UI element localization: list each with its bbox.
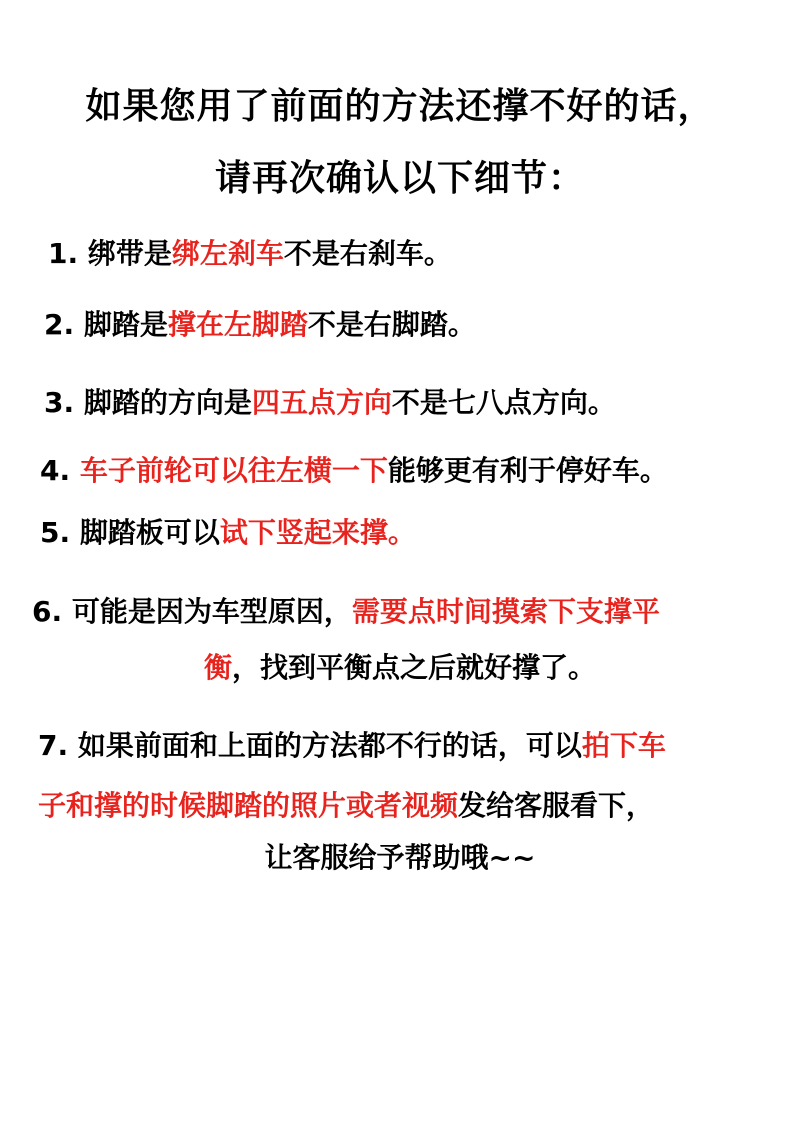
heading-line-1: 如果您用了前面的方法还撑不好的话， <box>85 86 715 127</box>
tip-text: 发给客服看下， <box>458 789 655 822</box>
tip-item-7-line-1 <box>38 726 666 766</box>
tip-highlight: 车子前轮可以往左横一下 <box>79 454 388 487</box>
tip-item-5 <box>40 513 416 553</box>
tip-text: 不是右脚踏。 <box>307 308 476 341</box>
tip-item-4 <box>40 451 668 491</box>
tip-number: 5. <box>40 516 71 549</box>
tip-highlight: 绑左刹车 <box>171 237 284 270</box>
tip-text: 能够更有利于停好车。 <box>387 454 668 487</box>
tip-highlight: 子和撑的时候脚踏的照片或者视频 <box>38 789 459 822</box>
tip-number: 2. <box>44 308 75 341</box>
tip-highlight: 四五点方向 <box>251 386 392 419</box>
tip-highlight: 拍下车 <box>581 729 666 762</box>
tip-item-1 <box>48 234 452 274</box>
tip-text: 脚踏的方向是 <box>83 386 252 419</box>
tip-number: 7. <box>38 729 69 762</box>
heading-line-2: 请再次确认以下细节： <box>214 158 585 199</box>
tip-number: 4. <box>40 454 71 487</box>
tip-number: 6. <box>32 595 63 628</box>
tip-text: 不是七八点方向。 <box>391 386 616 419</box>
tip-number: 1. <box>48 237 79 270</box>
tip-highlight: 试下竖起来撑。 <box>219 516 416 549</box>
tip-highlight: 撑在左脚踏 <box>167 308 308 341</box>
tip-text: 脚踏是 <box>83 308 168 341</box>
tip-item-6-line-2 <box>0 648 800 688</box>
tip-text: 绑带是 <box>87 237 172 270</box>
tip-item-7-line-2 <box>38 786 654 826</box>
tip-highlight: 衡 <box>203 651 232 684</box>
tip-item-6-line-1 <box>32 592 660 632</box>
tip-highlight: 需要点时间摸索下支撑平 <box>351 595 660 628</box>
tip-text: 让客服给予帮助哦~~ <box>264 841 536 874</box>
tip-text: 不是右刹车。 <box>283 237 452 270</box>
tip-text: ，找到平衡点之后就好撑了。 <box>232 651 597 684</box>
tip-item-7-line-3 <box>0 838 800 878</box>
tip-number: 3. <box>44 386 75 419</box>
tip-item-2 <box>44 305 476 345</box>
tip-text: 如果前面和上面的方法都不行的话，可以 <box>77 729 582 762</box>
tip-text: 脚踏板可以 <box>79 516 220 549</box>
tip-text: 可能是因为车型原因， <box>71 595 352 628</box>
tip-item-3 <box>44 383 616 423</box>
